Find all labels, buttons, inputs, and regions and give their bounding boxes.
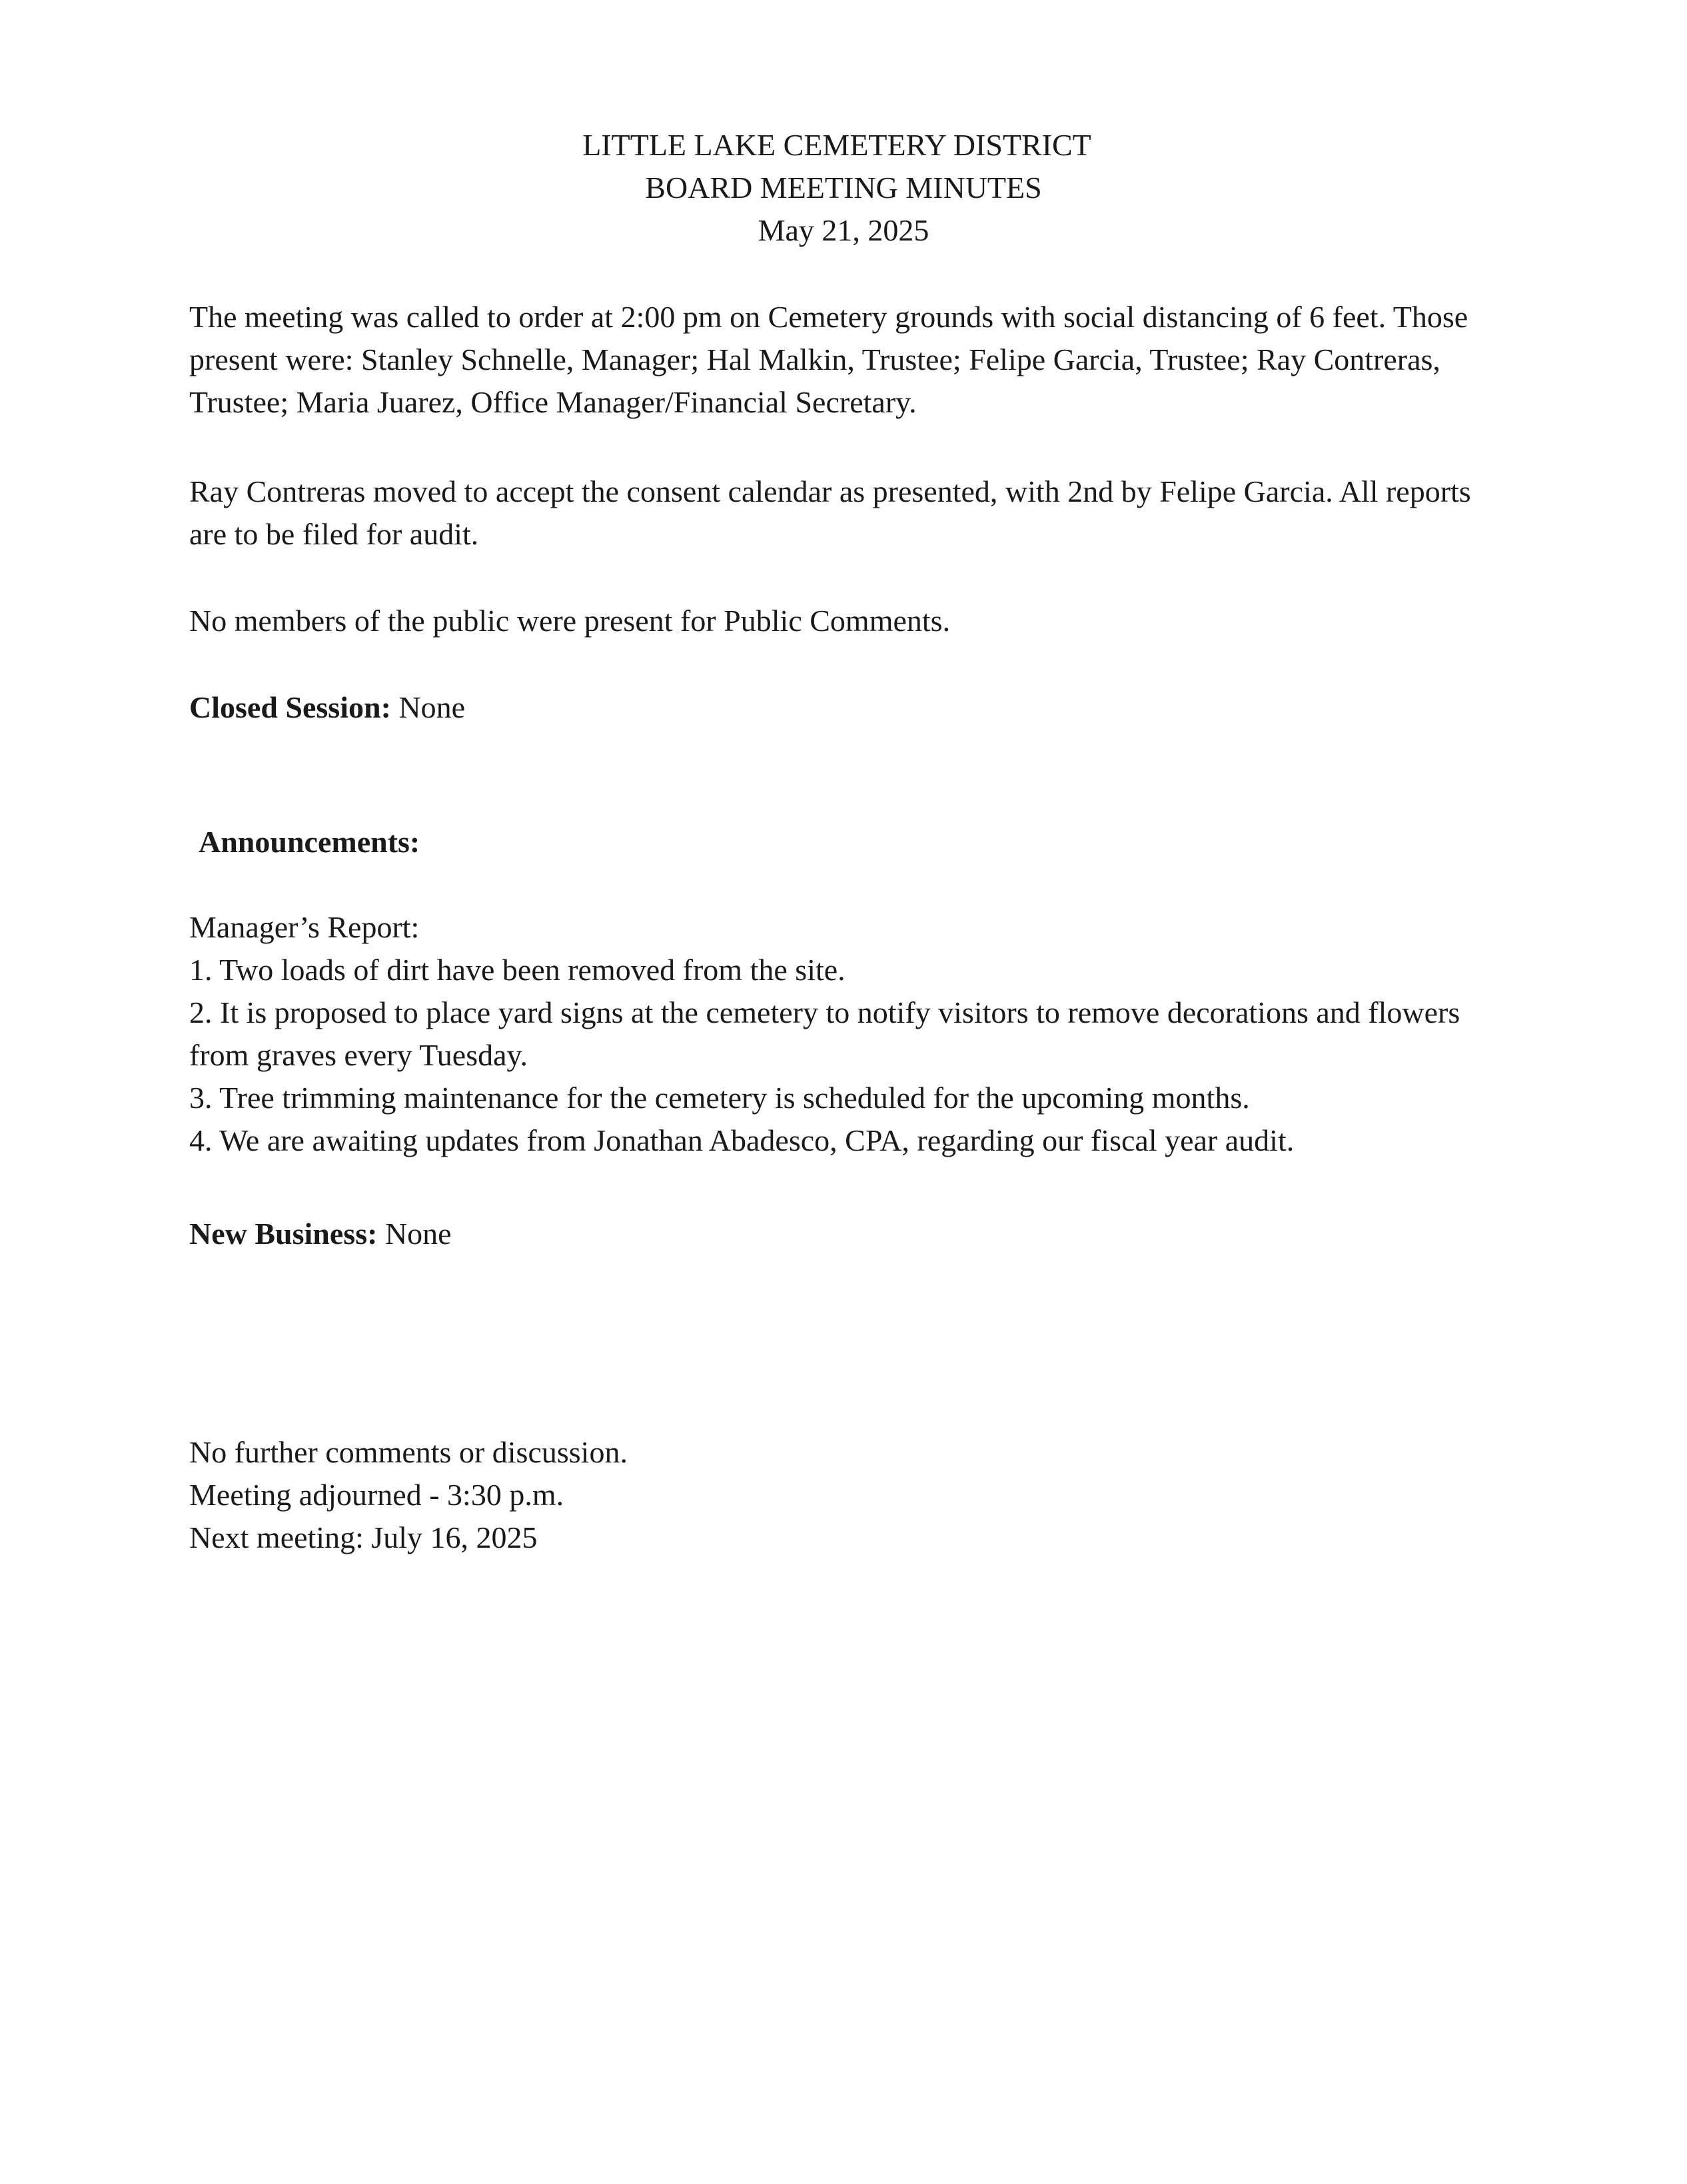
document-header	[0, 124, 1687, 252]
managers-report-title: Manager’s Report:	[189, 910, 420, 944]
new-business-label: New Business:	[189, 1217, 378, 1251]
report-item: 1. Two loads of dirt have been removed from the site.	[189, 953, 845, 987]
managers-report	[189, 906, 1495, 1162]
closing-comments: No further comments or discussion.	[189, 1435, 628, 1469]
public-comments-paragraph: No members of the public were present for Public Comments.	[189, 604, 951, 638]
announcements-heading: Announcements:	[199, 825, 420, 859]
closing-section	[189, 1431, 1495, 1559]
new-business-value: None	[384, 1217, 452, 1251]
closed-session-line	[189, 686, 1495, 729]
district-name: LITTLE LAKE CEMETERY DISTRICT	[582, 128, 1091, 162]
closed-session-value: None	[398, 690, 466, 724]
report-item: 4. We are awaiting updates from Jonathan Abadesco, CPA, regarding our fiscal year audit.	[189, 1123, 1295, 1157]
next-meeting: Next meeting: July 16, 2025	[189, 1520, 538, 1554]
report-item: 3. Tree trimming maintenance for the cemetery is scheduled for the upcoming months.	[189, 1081, 1250, 1115]
closed-session-label: Closed Session:	[189, 690, 391, 724]
new-business-line	[189, 1213, 1495, 1255]
call-to-order-paragraph: The meeting was called to order at 2:00 pm on Cemetery grounds with social distancing of 6 feet. Those present were: Stanley Schnelle, Manager; Hal Malkin, Trustee; Felipe Garcia, Trustee; Ray Contreras, Trustee; Maria Juarez, Office Manager/Financial Secretary.	[189, 300, 1468, 419]
consent-calendar-paragraph: Ray Contreras moved to accept the consent calendar as presented, with 2nd by Felipe Garcia. All reports are to be filed for audit.	[189, 474, 1471, 551]
document-title: BOARD MEETING MINUTES	[645, 171, 1042, 205]
adjournment-time: Meeting adjourned - 3:30 p.m.	[189, 1478, 564, 1512]
report-item: 2. It is proposed to place yard signs at the cemetery to notify visitors to remove decorations and flowers from graves every Tuesday.	[189, 995, 1460, 1072]
meeting-date: May 21, 2025	[758, 213, 929, 247]
